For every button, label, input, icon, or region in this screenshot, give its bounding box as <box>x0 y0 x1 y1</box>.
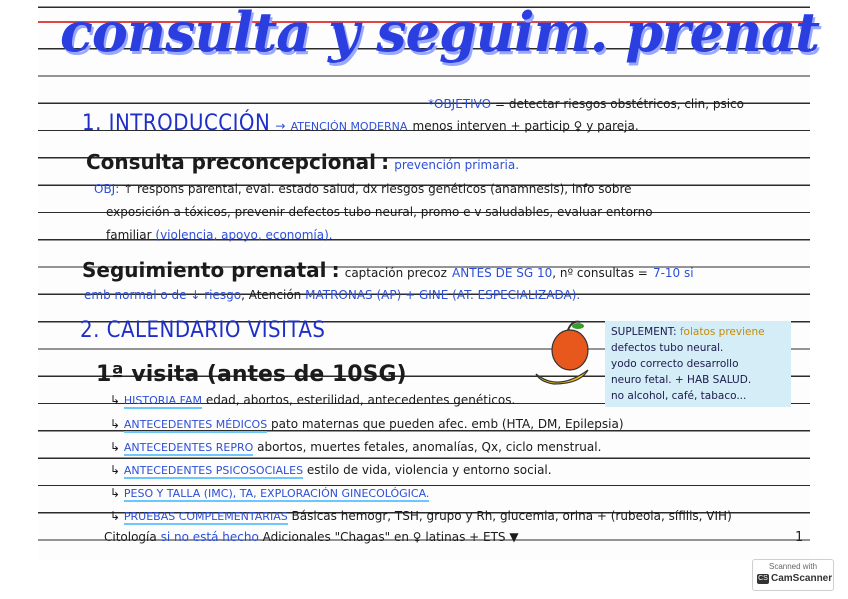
atencion-text: menos interven + particip ♀ y pareja. <box>412 119 639 133</box>
note-line5: no alcohol, café, tabaco... <box>611 390 747 402</box>
camscanner-badge <box>752 559 834 591</box>
list-item: ↳ ANTECEDENTES MÉDICOS pato maternas que pueden afec. emb (HTA, DM, Epilepsia) <box>110 417 624 431</box>
citologia-text: Adicionales "Chagas" en ♀ latinas + ETS ▼ <box>262 530 519 544</box>
list-item: ↳ PRUEBAS COMPLEMENTARIAS Básicas hemogr, TSH, grupo y Rh, glucemia, orina + (rubeola, sífilis, VIH) <box>110 509 732 523</box>
page-title: consulta y seguim. prenat <box>60 0 820 64</box>
citologia-blue: si no está hecho <box>160 530 259 544</box>
seguimiento-heading: Seguimiento prenatal <box>82 258 327 282</box>
visita-heading: 1ª visita (antes de 10SG) <box>96 362 407 387</box>
camscanner-logo-icon: CS <box>758 575 768 582</box>
list-item-label: HISTORIA FAM <box>123 394 202 407</box>
note-line2: defectos tubo neural. <box>611 342 724 354</box>
scanner-line1: Scanned with <box>769 562 818 571</box>
seguimiento-line2-text: , Atención <box>241 288 302 302</box>
seguimiento-text1b: , nº consultas = <box>552 266 648 280</box>
seguimiento-text1: captación precoz <box>344 266 447 280</box>
preconcep-header <box>86 150 519 174</box>
preconcep-line3-text: familiar <box>106 228 152 242</box>
seguimiento-text1-blue: ANTES DE SG 10 <box>452 266 553 280</box>
preconcep-line3-blue: (violencia, apoyo, economía). <box>155 228 333 242</box>
list-item-label: PRUEBAS COMPLEMENTARIAS <box>123 510 288 523</box>
note-line1-label: SUPLEMENT: <box>611 326 677 338</box>
note-line4: neuro fetal. + HAB SALUD. <box>611 374 752 386</box>
preconcep-line1-text: ↑ respons parental, eval. estado salud, dx riesgos genéticos (anamnesis), info sobre <box>123 182 632 196</box>
list-item: ↳ HISTORIA FAM edad, abortos, esterilidad, antecedentes genéticos. <box>110 393 516 407</box>
intro-line <box>82 111 639 136</box>
objetivo-label: *OBJETIVO <box>428 97 492 111</box>
scanner-line2: CamScanner <box>771 573 833 584</box>
list-item-label: ANTECEDENTES PSICOSOCIALES <box>123 464 304 477</box>
list-item: ↳ ANTECEDENTES REPRO abortos, muertes fetales, anomalías, Qx, ciclo menstrual. <box>110 440 602 454</box>
preconcep-line1 <box>94 182 632 196</box>
seguimiento-header <box>82 258 694 282</box>
preconcep-colon: : <box>381 150 390 174</box>
list-item-text: estilo de vida, violencia y entorno social. <box>306 463 552 477</box>
list-item-text: abortos, muertes fetales, anomalías, Qx, ciclo menstrual. <box>257 440 602 454</box>
seguimiento-colon: : <box>331 258 340 282</box>
preconcep-sub: prevención primaria. <box>394 158 520 172</box>
preconcep-heading: Consulta preconcepcional <box>86 150 377 174</box>
apple-banana-illustration <box>528 312 608 394</box>
list-item-label: PESO Y TALLA (IMC), TA, EXPLORACIÓN GINECOLÓGICA. <box>123 487 430 500</box>
page-number: 1 <box>795 530 804 545</box>
atencion-label: ATENCIÓN MODERNA <box>290 120 408 133</box>
preconcep-line2: exposición a tóxicos, prevenir defectos tubo neural, promo e v saludables, evaluar entorno <box>106 205 653 219</box>
seguimiento-line2-blue2: MATRONAS (AP) + GINE (AT. ESPECIALIZADA). <box>305 288 581 302</box>
list-item: ↳ PESO Y TALLA (IMC), TA, EXPLORACIÓN GINECOLÓGICA. <box>110 486 430 500</box>
note-line3: yodo correcto desarrollo <box>611 358 739 370</box>
citologia-label: Citología <box>104 530 157 544</box>
list-item: ↳ ANTECEDENTES PSICOSOCIALES estilo de vida, violencia y entorno social. <box>110 463 552 477</box>
preconcep-line3 <box>106 228 333 242</box>
seguimiento-line2 <box>84 288 580 302</box>
list-item-text: pato maternas que pueden afec. emb (HTA, DM, Epilepsia) <box>271 417 624 431</box>
list-item-text: Básicas hemogr, TSH, grupo y Rh, glucemia, orina + (rubeola, sífilis, VIH) <box>291 509 732 523</box>
seguimiento-line2-blue: emb normal o de ↓ riesgo <box>84 288 242 302</box>
obj-label: OBJ: <box>94 182 120 196</box>
calendario-heading: 2. CALENDARIO VISITAS <box>80 318 326 343</box>
objetivo-text: = detectar riesgos obstétricos, clin, psico <box>494 97 744 111</box>
note-line1-gold: folatos previene <box>679 326 765 338</box>
list-item-label: ANTECEDENTES REPRO <box>123 441 254 454</box>
supplement-note <box>605 321 791 407</box>
intro-arrow: → <box>275 119 286 133</box>
citologia-line <box>104 530 519 544</box>
list-item-text: edad, abortos, esterilidad, antecedentes genéticos. <box>205 393 516 407</box>
objetivo-line <box>428 97 744 111</box>
intro-heading: 1. INTRODUCCIÓN <box>82 111 271 136</box>
list-item-label: ANTECEDENTES MÉDICOS <box>123 418 268 431</box>
seguimiento-text1-blue2: 7-10 si <box>652 266 694 280</box>
